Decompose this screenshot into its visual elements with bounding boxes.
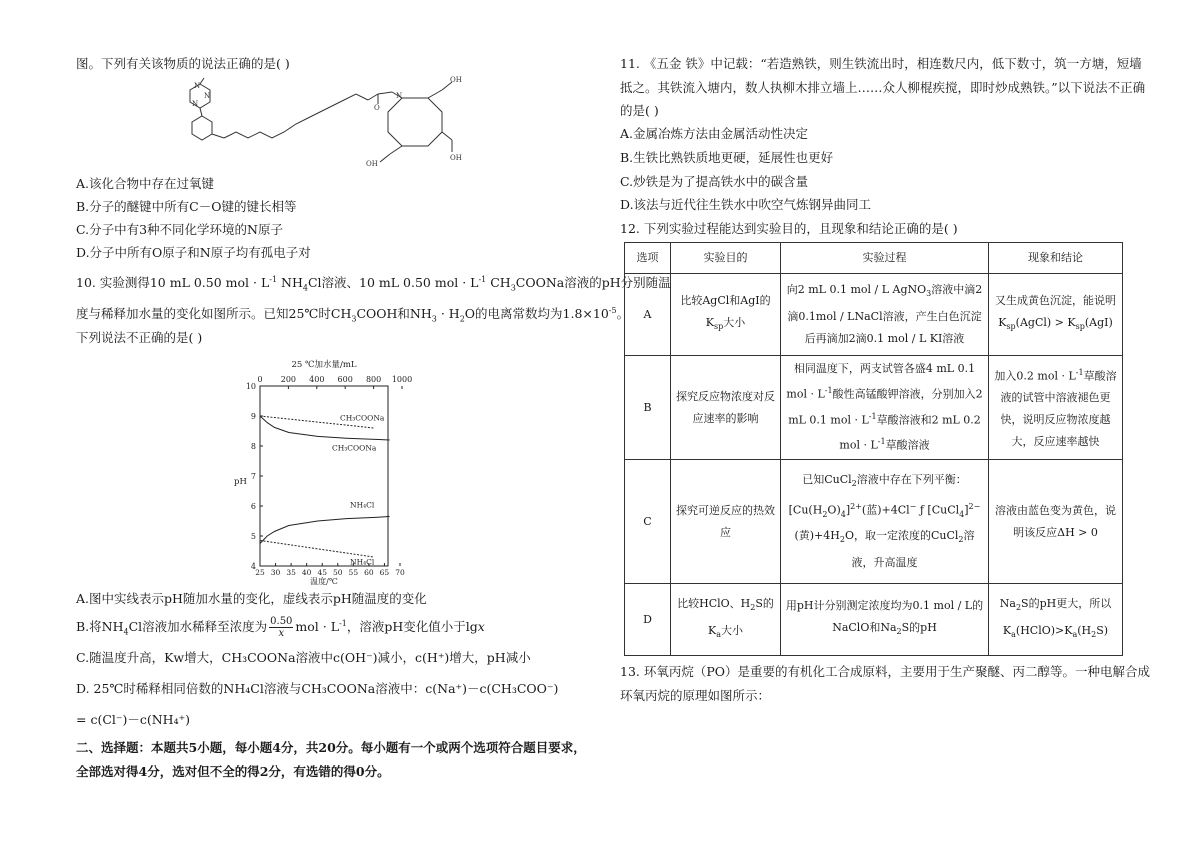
svg-text:N: N (194, 82, 201, 90)
table-header-purpose: 实验目的 (671, 243, 781, 274)
q9-option-b: B.分子的醚键中所有C－O键的键长相等 (76, 199, 297, 214)
q10-option-c: C.随温度升高，Kw增大，CH₃COONa溶液中c(OH⁻)减小，c(H⁺)增大，pH减小 (76, 650, 531, 665)
top-axis-tick-label: 800 (365, 375, 382, 384)
q10-option-d: D. 25℃时稀释相同倍数的NH₄Cl溶液与CH₃COONa溶液中：c(Na⁺)－c(CH₃COO⁻) (76, 681, 559, 696)
y-axis-tick-label: 4 (250, 562, 256, 571)
table-row (625, 460, 1123, 584)
y-axis-tick-label: 7 (250, 472, 256, 481)
bottom-axis-tick-label: 25 (255, 568, 265, 577)
top-axis-tick-label: 600 (337, 375, 353, 384)
amide-o-label: O (374, 104, 380, 112)
q12-stem: 12. 下列实验过程能达到实验目的，且现象和结论正确的是( ) (620, 221, 958, 236)
table-cell-process: 相同温度下，两支试管各盛4 mL 0.1 mol · $L^{-1}$酸性高锰酸钾溶液，分别加入2 mL 0.1 mol · $L^{-1}$草酸溶液和2 mL 0.2 mol · $L^{-1}$草酸溶液 (781, 356, 989, 460)
q11-option-d: D.该法与近代往生铁水中吹空气炼钢异曲同工 (620, 197, 872, 212)
table-cell-option: D (625, 584, 671, 656)
table-cell-result: 又生成黄色沉淀，能说明$K_{sp}(AgCl) > K_{sp}(AgI)$ (989, 274, 1123, 356)
experiment-table (624, 242, 1123, 656)
bottom-axis-tick-label: 50 (333, 568, 343, 577)
q11-option-a: A.金属冶炼方法由金属活动性决定 (620, 126, 809, 141)
top-axis-tick-label: 1000 (391, 375, 413, 384)
y-axis-tick-label: 9 (250, 412, 256, 421)
table-row (625, 356, 1123, 460)
q11-option-b: B.生铁比熟铁质地更硬，延展性也更好 (620, 150, 834, 165)
q10-line-1: 10. 实验测得10 mL 0.50 mol · $L^{-1}$ $NH_4Cl$溶液、10 mL 0.50 mol · $L^{-1}$ $CH_3COONa$溶液的pH分别随温 (76, 275, 671, 293)
table-cell-purpose: 比较AgCl和AgI的$K_{sp}$大小 (671, 274, 781, 356)
bottom-axis-tick-label: 40 (301, 568, 312, 577)
q9-option-a: A.该化合物中存在过氧键 (76, 176, 215, 191)
bottom-axis-tick-label: 65 (379, 568, 390, 577)
oh-label-2: OH (450, 154, 462, 162)
q10-line-2: 度与稀释加水量的变化如图所示。已知25℃时$CH_3COOH$和$NH_3 \cdot H_2O$的电离常数均为$1.8\times 10^{-5}$。 (76, 306, 630, 324)
nh4cl-dashed-line (260, 541, 374, 558)
table-cell-process: 已知CuCl$_2$溶液中存在下列平衡：$[Cu(H_2O)_4]^{2+}$(蓝)+4Cl− ƒ [CuCl$_4$]$^{2-}$(黄)$+4H_2O$，取一定浓度的CuCl$_2$溶液，升高温度 (781, 460, 989, 584)
bottom-axis-tick-label: 45 (317, 568, 327, 577)
q9-option-c: C.分子中有3种不同化学环境的N原子 (76, 222, 283, 237)
top-axis-tick-label: 400 (309, 375, 325, 384)
table-cell-option: C (625, 460, 671, 584)
table-cell-purpose: 比较HClO、$H_2S$的$K_a$大小 (671, 584, 781, 656)
nh4cl-solid-label: NH₄Cl (350, 500, 375, 510)
q10-line-3: 下列说法不正确的是( ) (76, 330, 203, 345)
q9-option-d: D.分子中所有O原子和N原子均有孤电子对 (76, 245, 311, 260)
q10-option-b: B.将$NH_4Cl$溶液加水稀释至浓度为 $\frac{0.50}{x}$ mol · $L^{-1}$，溶液pH变化值小于lgx (76, 616, 485, 640)
q11-option-c: C.炒铁是为了提高铁水中的碳含量 (620, 174, 809, 189)
bottom-axis-tick-label: 55 (348, 568, 359, 577)
amide-n-label: N (396, 92, 403, 100)
y-axis-tick-label: 8 (250, 442, 256, 451)
table-header-result: 现象和结论 (989, 243, 1123, 274)
q10-option-a: A.图中实线表示pH随加水量的变化，虚线表示pH随温度的变化 (76, 591, 427, 606)
nh4cl-dashed-label: NH₄Cl (350, 557, 375, 567)
q10-option-d-line-2: = c(Cl⁻)－c(NH₄⁺) (76, 712, 191, 727)
section-2-heading-line-2: 全部选对得4分，选对但不全的得2分，有选错的得0分。 (76, 764, 390, 779)
section-2-heading-line-1: 二、选择题：本题共5小题，每小题4分，共20分。每小题有一个或两个选项符合题目要求， (76, 740, 586, 755)
table-cell-result: 溶液由蓝色变为黄色，说明该反应ΔH > 0 (989, 460, 1123, 584)
table-cell-option: A (625, 274, 671, 356)
q11-line-2: 抵之。其铁流入塘内，数人执柳木排立墙上……众人柳棍疾搅，即时炒成熟铁。”以下说法不正确 (620, 80, 1146, 95)
q11-line-1: 11. 《五金 铁》中记载：“若造熟铁，则生铁流出时，相连数尺内，低下数寸，筑一方塘，短墙 (620, 56, 1142, 71)
ch3coona-dashed-label: CH₃COONa (340, 413, 385, 423)
x-axis-label: 温度/℃ (310, 577, 338, 586)
chart-title: 25 ℃加水量/mL (291, 360, 357, 370)
table-row (625, 274, 1123, 356)
bottom-axis-tick-label: 30 (270, 568, 281, 577)
table-cell-process: 用pH计分别测定浓度均为0.1 mol / L的NaClO和$Na_2S$的pH (781, 584, 989, 656)
top-axis-tick-label: 200 (280, 375, 297, 384)
q9-stem: 图。下列有关该物质的说法正确的是( ) (76, 56, 290, 71)
y-axis-tick-label: 10 (245, 382, 256, 391)
table-cell-purpose: 探究反应物浓度对反应速率的影响 (671, 356, 781, 460)
table-cell-result: $Na_2S$的pH更大，所以$K_a(HClO)>K_a(H_2S)$ (989, 584, 1123, 656)
table-cell-option: B (625, 356, 671, 460)
table-header-option: 选项 (625, 243, 671, 274)
table-header-process: 实验过程 (781, 243, 989, 274)
ph-chart (226, 358, 426, 586)
table-cell-process: 向2 mL 0.1 mol / L AgNO$_3$溶液中滴2滴0.1mol / LNaCl溶液，产生白色沉淀后再滴加2滴0.1 mol / L KI溶液 (781, 274, 989, 356)
molecule-structure-figure (180, 76, 480, 168)
table-header-row (625, 243, 1123, 274)
table-row (625, 584, 1123, 656)
q13-line-2: 环氧丙烷的原理如图所示： (620, 688, 771, 703)
y-axis-label: pH (234, 477, 247, 487)
nh4cl-solid-line (260, 517, 390, 544)
oh-label-1: OH (450, 76, 462, 84)
top-axis-tick-label: 0 (257, 375, 263, 384)
q13-line-1: 13. 环氧丙烷（PO）是重要的有机化工合成原料，主要用于生产聚醚、丙二醇等。一种电解合成 (620, 664, 1151, 679)
svg-text:N: N (192, 100, 199, 108)
ch3coona-solid-label: CH₃COONa (332, 443, 377, 453)
oh-label-3: OH (366, 160, 378, 168)
bottom-axis-tick-label: 60 (364, 568, 374, 577)
svg-text:N: N (204, 92, 211, 100)
bottom-axis-tick-label: 35 (286, 568, 296, 577)
q11-line-3: 的是( ) (620, 103, 659, 118)
y-axis-tick-label: 6 (250, 502, 256, 511)
table-cell-purpose: 探究可逆反应的热效应 (671, 460, 781, 584)
y-axis-tick-label: 5 (250, 532, 256, 541)
table-cell-result: 加入0.2 mol · $L^{-1}$草酸溶液的试管中溶液褪色更快，说明反应物浓度越大，反应速率越快 (989, 356, 1123, 460)
bottom-axis-tick-label: 70 (395, 568, 405, 577)
